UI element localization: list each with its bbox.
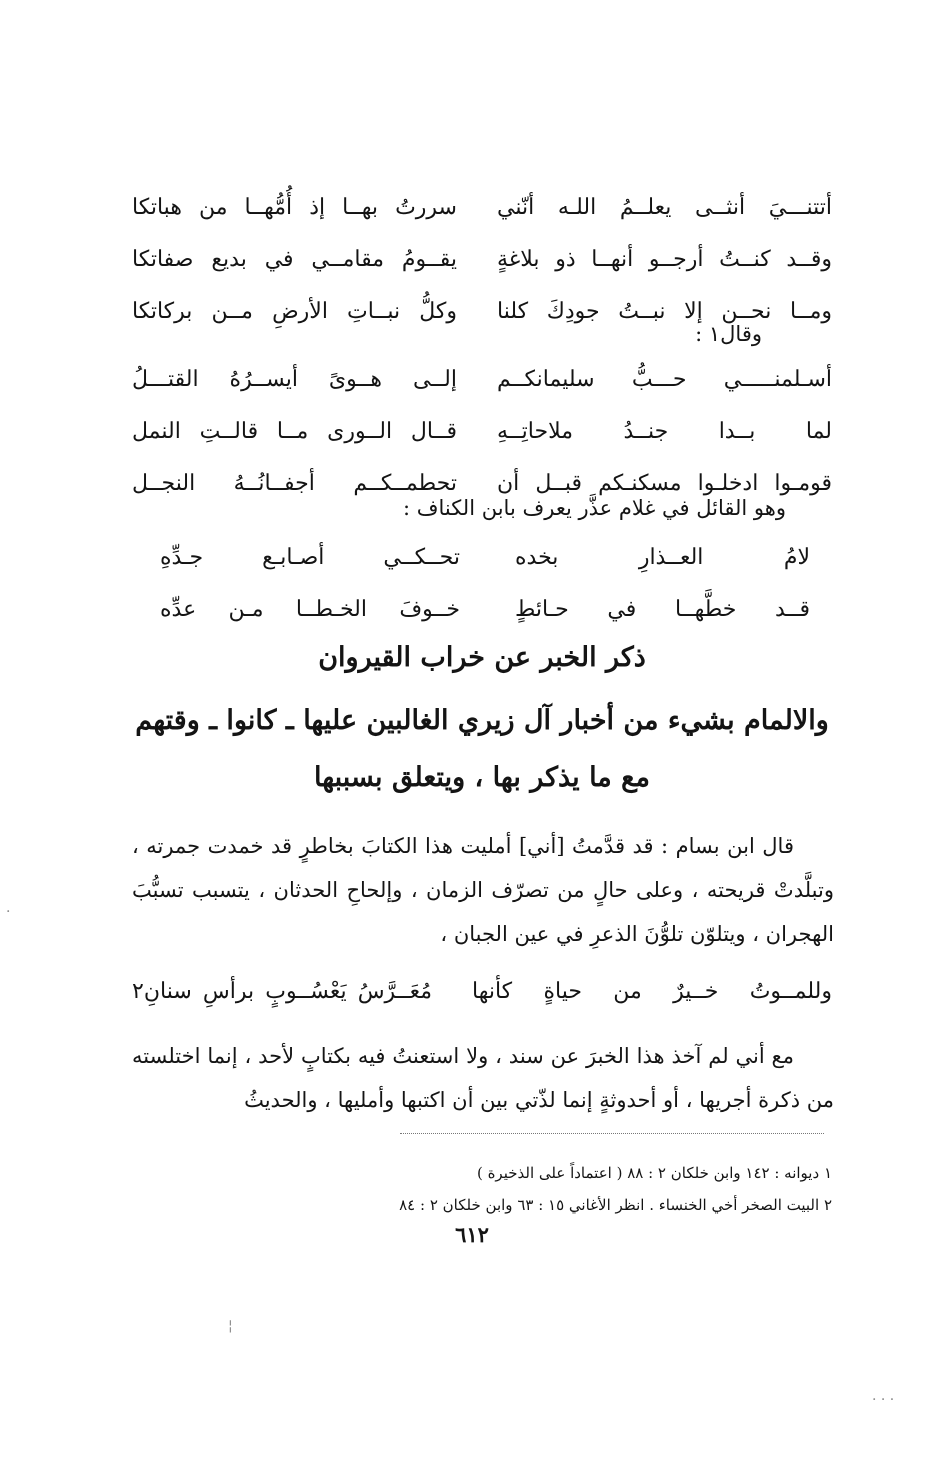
paragraph-1 bbox=[132, 824, 834, 956]
scan-speck: · bbox=[6, 904, 11, 920]
scan-speck: ¦ bbox=[228, 1318, 233, 1334]
verse-second-hemistich: إلــى هــوىً أيســرُهُ القتـــلُ bbox=[132, 367, 457, 392]
paragraph-text: قال ابن بسام : قد قدَّمتُ [أني] أمليت هذا الكتابَ بخاطرٍ قد خمدت جمرته ، وتبلَّدتْ قريحته ، وعلى حالٍ من تصرّف الزمان ، وإلحاحِ الحدثان ، يتسبب تسبُّبَ الهجران ، ويتلوّن تلوُّنَ الذعرِ في عين الجبان ، bbox=[132, 834, 834, 946]
verse-second-hemistich: تحــكــي أصـابـع جـدِّهِ bbox=[160, 545, 460, 570]
poem-3 bbox=[160, 532, 810, 636]
verse-second-hemistich: وكلُّ نبــاتِ الأرضِ مــن بركاتكا bbox=[132, 299, 457, 324]
verse-row bbox=[132, 234, 832, 286]
verse-row bbox=[132, 966, 832, 1018]
verse-first-hemistich: قومـوا ادخلـوا مسكنـكم قبــل أن bbox=[497, 471, 832, 496]
verse-first-hemistich: أتتنـــيَ أنثــى يعلــمُ اللـه أنّني bbox=[497, 195, 832, 220]
page-number: ٦١٢ bbox=[455, 1222, 489, 1247]
paragraph-text: مع أني لم آخذ هذا الخبرَ عن سند ، ولا استعنتُ فيه بكتابٍ لأحد ، إنما اختلسته من ذكرة أجريها ، أو أحدوثةٍ إنما لذّتي بين أن اكتبها وأمليها ، والحديثُ bbox=[132, 1044, 834, 1112]
verse-second-hemistich: سررتُ بهــا إذ أُمُّهــا من هباتكا bbox=[132, 195, 457, 220]
verse-first-hemistich: وقــد كنــتُ أرجــو أنهــا ذو بلاغةٍ bbox=[497, 247, 832, 272]
poem-1 bbox=[132, 182, 832, 338]
verse-first-hemistich: لما بــدا جنــدُ ملاحاتِــهِ bbox=[497, 419, 832, 444]
verse-second-hemistich: يقــومُ مقامــي في بديع صفاتكا bbox=[132, 247, 457, 272]
verse-second-hemistich: تحطمــكــم أجفــانُــهُ النجــل bbox=[132, 471, 457, 496]
scan-speck: · · · bbox=[872, 1392, 895, 1408]
verse-first-hemistich: ومــا نحــن إلا نبــتُ جودِكَ كلنا bbox=[497, 299, 832, 324]
verse-first-hemistich: أسـلمنـــــي حـــبُّ سليمانكــم bbox=[497, 367, 832, 392]
footnote-1: ١ ديوانه : ١٤٢ وابن خلكان ٢ : ٨٨ ( اعتماداً على الذخيرة ) bbox=[476, 1164, 832, 1182]
verse-4 bbox=[132, 966, 832, 1018]
verse-row bbox=[132, 354, 832, 406]
section-heading-line-1: ذكر الخبر عن خراب القيروان bbox=[318, 642, 646, 673]
verse-second-hemistich: مُعَــرَّسُ يَعْسُــوبٍ برأسِ سنانِ٢ bbox=[132, 979, 432, 1004]
poem-2 bbox=[132, 354, 832, 510]
footnote-divider bbox=[400, 1133, 824, 1134]
footnote-2: ٢ البيت الصخر أخي الخنساء . انظر الأغاني ١٥ : ٦٣ وابن خلكان ٢ : ٨٤ bbox=[399, 1196, 832, 1214]
qala-line: وقال١ : bbox=[695, 322, 762, 346]
verse-row bbox=[160, 532, 810, 584]
intro-line: وهو القائل في غلام عذَّر يعرف بابن الكناف : bbox=[402, 496, 786, 520]
verse-second-hemistich: قــال الــورى مــا قالــتِ النمل bbox=[132, 419, 457, 444]
verse-row bbox=[160, 584, 810, 636]
verse-row bbox=[132, 406, 832, 458]
verse-second-hemistich: خــوفَ الخـطــا مـن عدِّه bbox=[160, 597, 460, 622]
verse-first-hemistich: قــد خطَّهــا في حـائطٍ bbox=[515, 597, 810, 622]
paragraph-2 bbox=[132, 1034, 834, 1122]
verse-row bbox=[132, 182, 832, 234]
section-heading-line-3: مع ما يذكر بها ، ويتعلق بسببها bbox=[313, 762, 650, 793]
verse-first-hemistich: وللمــوتُ خــيرٌ من حياةٍ كأنها bbox=[472, 979, 832, 1004]
verse-first-hemistich: لامُ العــذارِ بخده bbox=[515, 545, 810, 570]
section-heading-line-2: والالمام بشيء من أخبار آل زيري الغالبين عليها ـ كانوا ـ وقتهم bbox=[135, 705, 829, 736]
